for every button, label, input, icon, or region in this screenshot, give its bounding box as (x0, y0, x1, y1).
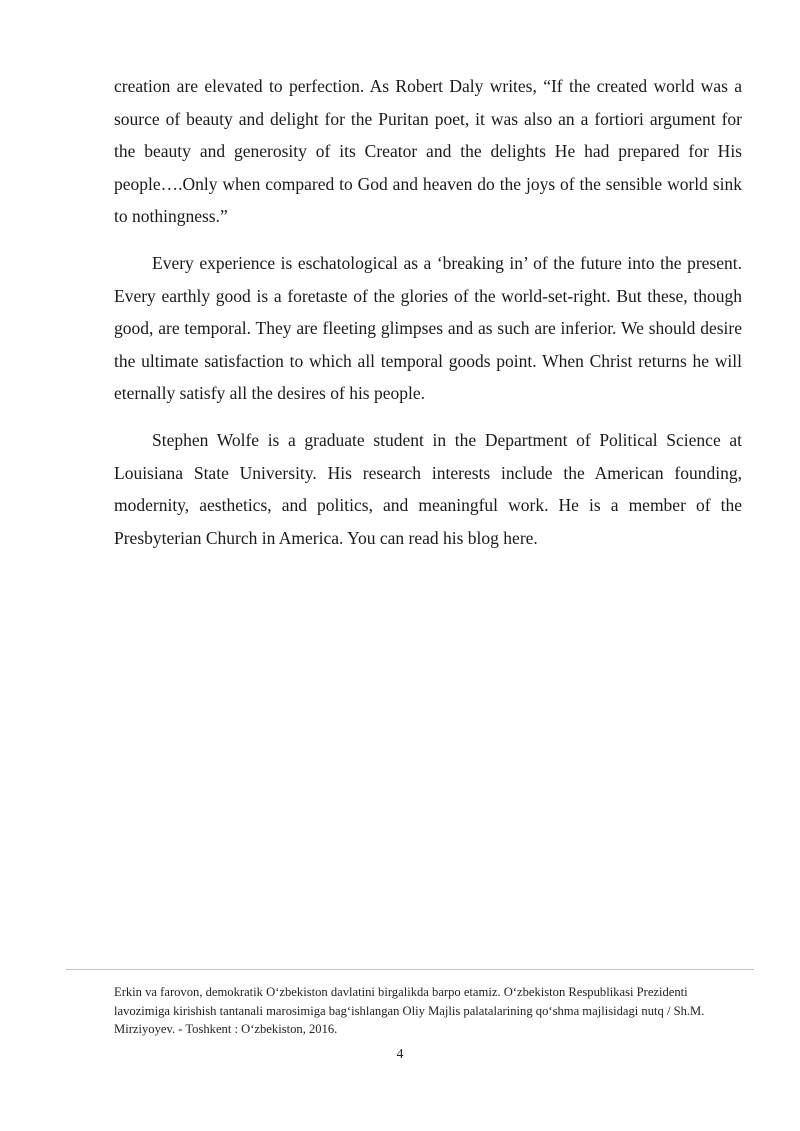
paragraph-continuation: creation are elevated to perfection. As Robert Daly writes, “If the created world was a source of beauty and delight for the Puritan poet, it was also an a fortiori argument for the beauty and generosity of its Creator and the delights He had prepared for His people….Only when compared to God and heaven do the joys of the sensible world sink to nothingness.” (114, 76, 742, 227)
page-number: 4 (396, 1046, 404, 1061)
paragraph-eschatology: Every experience is eschatological as a ‘breaking in’ of the future into the present. Every earthly good is a foretaste of the glories of the world-set-right. But these, though good, are temporal. They are fleeting glimpses and as such are inferior. We should desire the ultimate satisfaction to which all temporal goods point. When Christ returns he will eternally satisfy all the desires of his people. (114, 252, 742, 404)
body-text (114, 70, 742, 568)
footnote: Erkin va farovon, demokratik O‘zbekiston davlatini birgalikda barpo etamiz. O‘zbekiston Respublikasi Prezidenti lavozimiga kirishish tantanali marosimiga bag‘ishlangan Oliy Majlis palatalarining qo‘shma majlisidagi nutq / Sh.M. Mirziyoyev. - Toshkent : O‘zbekiston, 2016. (114, 985, 705, 1037)
footnote-separator (66, 969, 754, 970)
paragraph-author-bio: Stephen Wolfe is a graduate student in the Department of Political Science at Louisiana State University. His research interests include the American founding, modernity, aesthetics, and politics, and meaningful work. He is a member of the Presbyterian Church in America. You can read his blog here. (114, 429, 742, 548)
